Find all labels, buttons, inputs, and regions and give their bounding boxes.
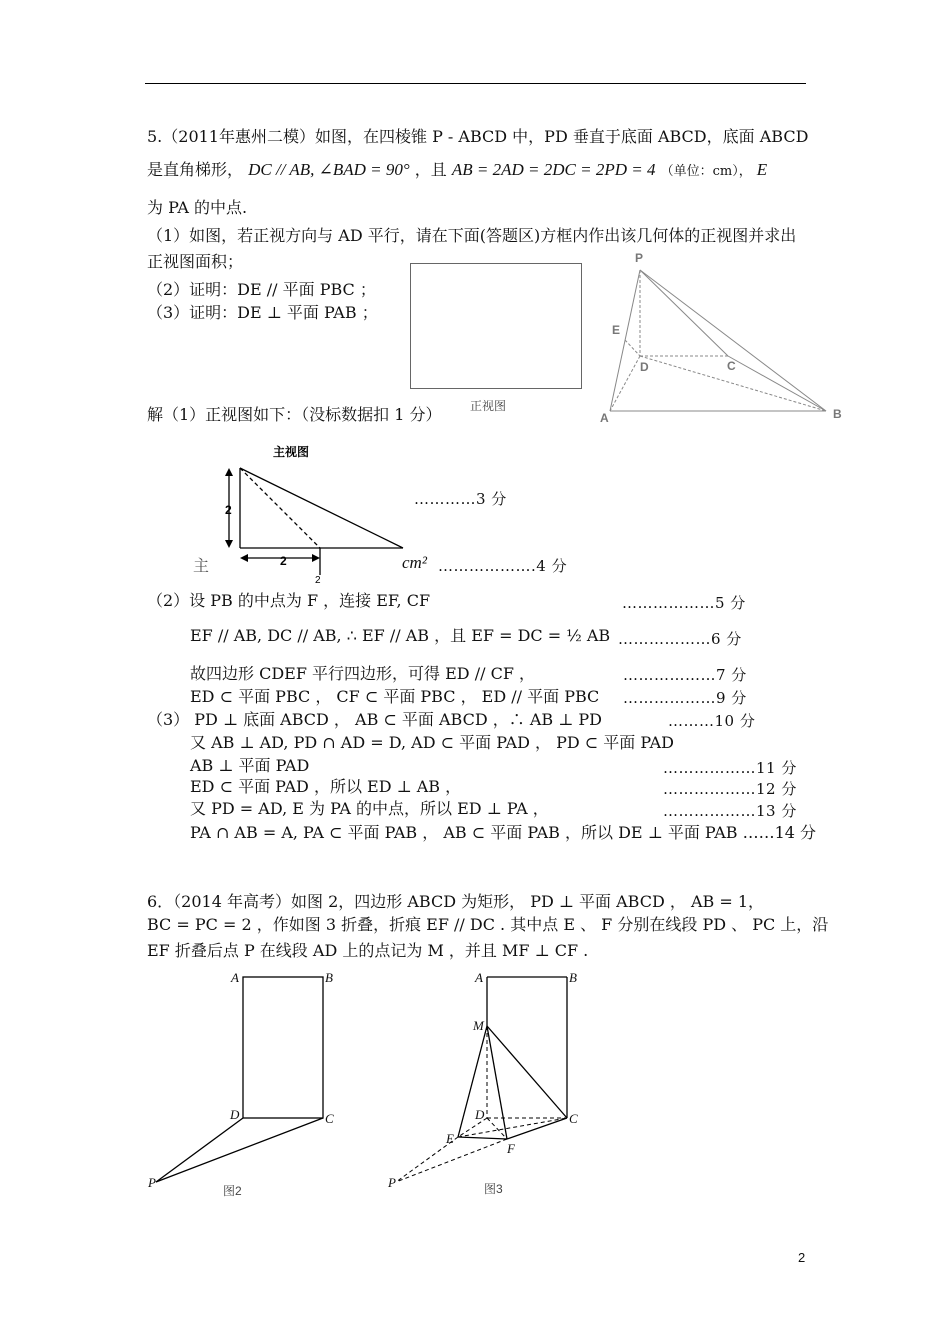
fig2-caption: 图2 [223,1184,242,1198]
p5-q1: （1）如图，若正视方向与 AD 平行，请在下面(答题区)方框内作出该几何体的正视图并求出 [147,226,797,245]
front-view-title: 主视图 [273,445,310,459]
answer-box [410,263,582,389]
fig3-edge-mf [487,1026,507,1139]
p5-line2b: ，且 [414,160,447,179]
page-number: 2 [798,1250,806,1265]
fig2-label-a: A [231,970,239,985]
s3-line1-points: ………10 分 [668,712,756,730]
fig3-label-d: D [475,1107,485,1122]
fig2-label-b: B [325,970,333,985]
edge-pc [640,270,728,356]
edge-cb [728,356,826,411]
p6-line3: EF 折叠后点 P 在线段 AD 上的点记为 M ，并且 MF ⊥ CF . [147,941,589,960]
s3-line1: （3） PD ⊥ 底面 ABCD ， AB ⊂ 平面 ABCD ，∴ AB ⊥ PD [147,710,602,729]
label-a: A [600,411,609,425]
label-e: E [612,323,621,337]
figure-3 [380,965,600,1205]
s3-line4: ED ⊂ 平面 PAD ，所以 ED ⊥ AB ， [190,777,462,796]
fig3-label-m: M [473,1018,484,1033]
s2-line2-points: ………………6 分 [618,630,742,648]
p5-line3: 为 PA 的中点. [147,198,248,217]
sol-intro: 解（1）正视图如下：（没标数据扣 1 分） [147,405,442,424]
p5-line2a: 是直角梯形， [147,160,244,179]
s2-line4-points: ………………9 分 [623,689,747,707]
dim-height-label: 2 [225,503,232,517]
points-3: …………3 分 [414,490,507,508]
fig3-edge-mc [487,1026,567,1118]
front-dashed [240,468,320,548]
fig2-label-p: P [148,1175,156,1190]
edge-cp [156,1118,323,1182]
edge-da [610,356,640,411]
p5-q1b: 正视图面积； [147,252,244,271]
answer-box-caption: 正视图 [470,399,507,413]
fig3-label-e: E [446,1131,454,1146]
pyramid-figure [590,248,850,428]
s3-line2: 又 AB ⊥ AD, PD ∩ AD = D, AD ⊂ 平面 PAD ， PD ⊂ 平面 PAD [190,733,675,752]
arrow-right [312,554,320,562]
fig3-label-a: A [475,970,483,985]
p5-line1: 5.（2011年惠州二模）如图，在四棱锥 P - ABCD 中，PD 垂直于底面 ABCD，底面 ABCD [147,127,809,146]
rect-abcd [243,977,323,1118]
p5-q2: （2）证明：DE // 平面 PBC ； [147,280,376,299]
s2-line4: ED ⊂ 平面 PBC ， CF ⊂ 平面 PBC ， ED // 平面 PBC [190,687,600,706]
arrow-down [225,540,233,548]
fig2-label-c: C [325,1111,334,1126]
arrow-up [225,468,233,476]
s2-line2: EF // AB, DC // AB, ∴ EF // AB ，且 EF = DC = ½ AB [190,626,611,645]
front-view-figure [195,440,415,585]
s3-line5: 又 PD = AD, E 为 PA 的中点，所以 ED ⊥ PA ， [190,799,549,818]
area-unit: cm² [402,553,427,572]
s3-line5-points: ………………13 分 [663,802,797,820]
p5-math-ab: AB = 2AD = 2DC = 2PD = 4 [451,160,656,179]
edge-dp [156,1118,243,1182]
s2-line3-points: ………………7 分 [623,666,747,684]
p5-unit: （单位：cm）， [660,164,752,179]
area-prefix: 主 [193,556,210,575]
label-d: D [640,360,649,374]
fig3-label-b: B [569,970,577,985]
fig3-label-f: F [507,1141,515,1156]
p5-e: E [756,160,768,179]
p5-q3: （3）证明：DE ⊥ 平面 PAB ； [147,303,378,322]
label-b: B [833,407,842,421]
points-4: ……………….4 分 [438,557,568,575]
top-rule [145,83,806,84]
fig3-edge-fc [507,1118,567,1139]
fig3-edge-ef [458,1137,507,1139]
fig3-label-c: C [569,1111,578,1126]
label-c: C [727,359,736,373]
dim-bottom-label: 2 [315,575,321,585]
fig2-label-d: D [230,1107,240,1122]
dim-width-label: 2 [280,554,287,568]
s3-line4-points: ………………12 分 [663,780,797,798]
p5-line2 [147,160,767,182]
p6-line1: 6．（2014 年高考）如图 2，四边形 ABCD 为矩形， PD ⊥ 平面 ABCD ， AB = 1， [147,892,765,911]
fig3-caption: 图3 [484,1182,503,1196]
s3-line6: PA ∩ AB = A, PA ⊂ 平面 PAB ， AB ⊂ 平面 PAB ，所以 DE ⊥ 平面 PAB ……14 分 [190,823,817,842]
front-hypotenuse [240,468,403,548]
s2-line1: （2）设 PB 的中点为 F ，连接 EF, CF [147,591,431,610]
edge-ed [625,340,640,356]
edge-pb [640,270,826,411]
s2-line1-points: ………………5 分 [622,594,746,612]
p6-line2: BC = PC = 2 ，作如图 3 折叠，折痕 EF // DC . 其中点 E 、 F 分别在线段 PD 、 PC 上，沿 [147,915,829,934]
arrow-left [240,554,248,562]
s3-line3-points: ………………11 分 [663,759,797,777]
figure-2 [140,965,350,1205]
s2-line3: 故四边形 CDEF 平行四边形，可得 ED // CF ， [190,664,536,683]
fig3-label-p: P [388,1175,396,1190]
s3-line3: AB ⊥ 平面 PAD [190,756,310,775]
p5-math-dc-ab: DC // AB, ∠BAD = 90° [248,160,410,179]
label-p: P [635,251,644,265]
